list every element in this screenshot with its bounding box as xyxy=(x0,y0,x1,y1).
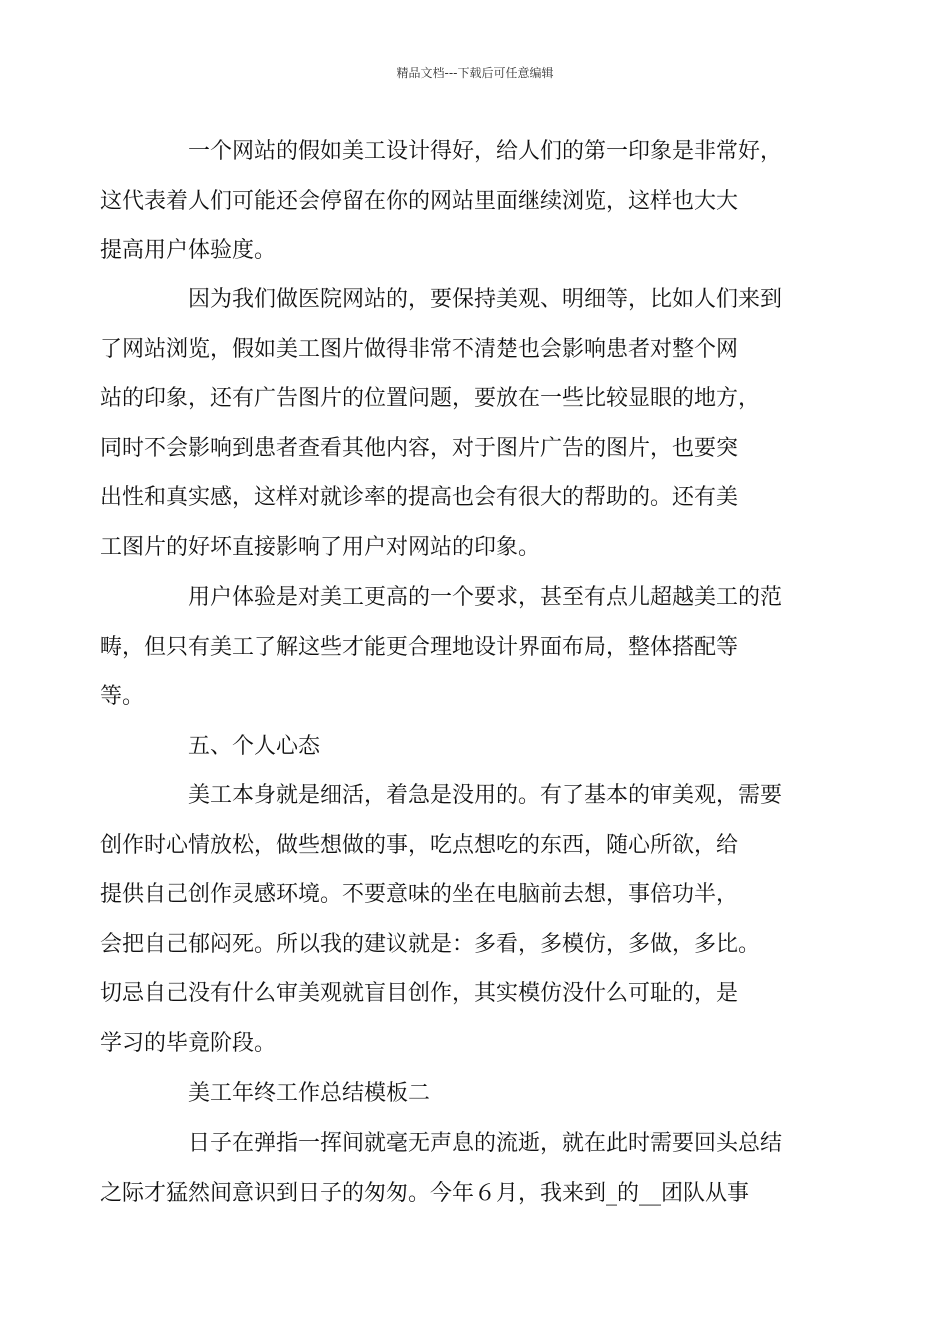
paragraph-mindset-body xyxy=(100,771,824,1068)
paragraph-hospital-website xyxy=(100,275,824,572)
text-line: 提供自己创作灵感环境。不要意味的坐在电脑前去想，事倍功半， xyxy=(100,882,739,907)
text-line: 日子在弹指一挥间就毫无声息的流逝，就在此时需要回头总结 xyxy=(188,1131,783,1156)
text-line: 畴，但只有美工了解这些才能更合理地设计界面布局，整体搭配等 xyxy=(100,634,739,660)
paragraph-time-passing xyxy=(100,1119,824,1218)
text-line: 等。 xyxy=(100,684,145,709)
text-line: 工图片的好坏直接影响了用户对网站的印象。 xyxy=(100,534,541,560)
text-line: 美工年终工作总结模板二 xyxy=(188,1081,431,1106)
text-line: 创作时心情放松，做些想做的事，吃点想吃的东西，随心所欲，给 xyxy=(100,832,739,858)
text-line: 五、个人心态 xyxy=(188,734,321,759)
text-line: 同时不会影响到患者查看其他内容，对于图片广告的图片，也要突 xyxy=(100,435,739,461)
text-line: 切忌自己没有什么审美观就盲目创作，其实模仿没什么可耻的，是 xyxy=(100,981,739,1006)
section-heading-personal-mindset xyxy=(144,722,824,772)
text-line: 会把自己郁闷死。所以我的建议就是：多看，多模仿，多做，多比。 xyxy=(100,931,761,957)
paragraph-first-impression xyxy=(100,127,824,276)
text-line: 之际才猛然间意识到日子的匆匆。今年６月，我来到_的__团队从事 xyxy=(100,1180,750,1206)
section-heading-template-two xyxy=(144,1069,824,1119)
text-line: 学习的毕竟阶段。 xyxy=(100,1030,277,1056)
text-line: 了网站浏览，假如美工图片做得非常不清楚也会影响患者对整个网 xyxy=(100,336,739,362)
paragraph-user-experience xyxy=(100,573,824,722)
text-line: 用户体验是对美工更高的一个要求，甚至有点儿超越美工的范 xyxy=(188,585,783,610)
text-line: 一个网站的假如美工设计得好，给人们的第一印象是非常好， xyxy=(188,139,783,164)
text-line: 这代表着人们可能还会停留在你的网站里面继续浏览，这样也大大 xyxy=(100,188,739,214)
text-line: 站的印象，还有广告图片的位置问题，要放在一些比较显眼的地方， xyxy=(100,386,761,411)
page-header: 精品文档---下载后可任意编辑 xyxy=(396,66,554,80)
text-line: 美工本身就是细活，着急是没用的。有了基本的审美观，需要 xyxy=(188,783,783,808)
text-line: 因为我们做医院网站的，要保持美观、明细等，比如人们来到 xyxy=(188,287,783,312)
text-line: 出性和真实感，这样对就诊率的提高也会有很大的帮助的。还有美 xyxy=(100,485,739,510)
text-line: 提高用户体验度。 xyxy=(100,238,277,263)
